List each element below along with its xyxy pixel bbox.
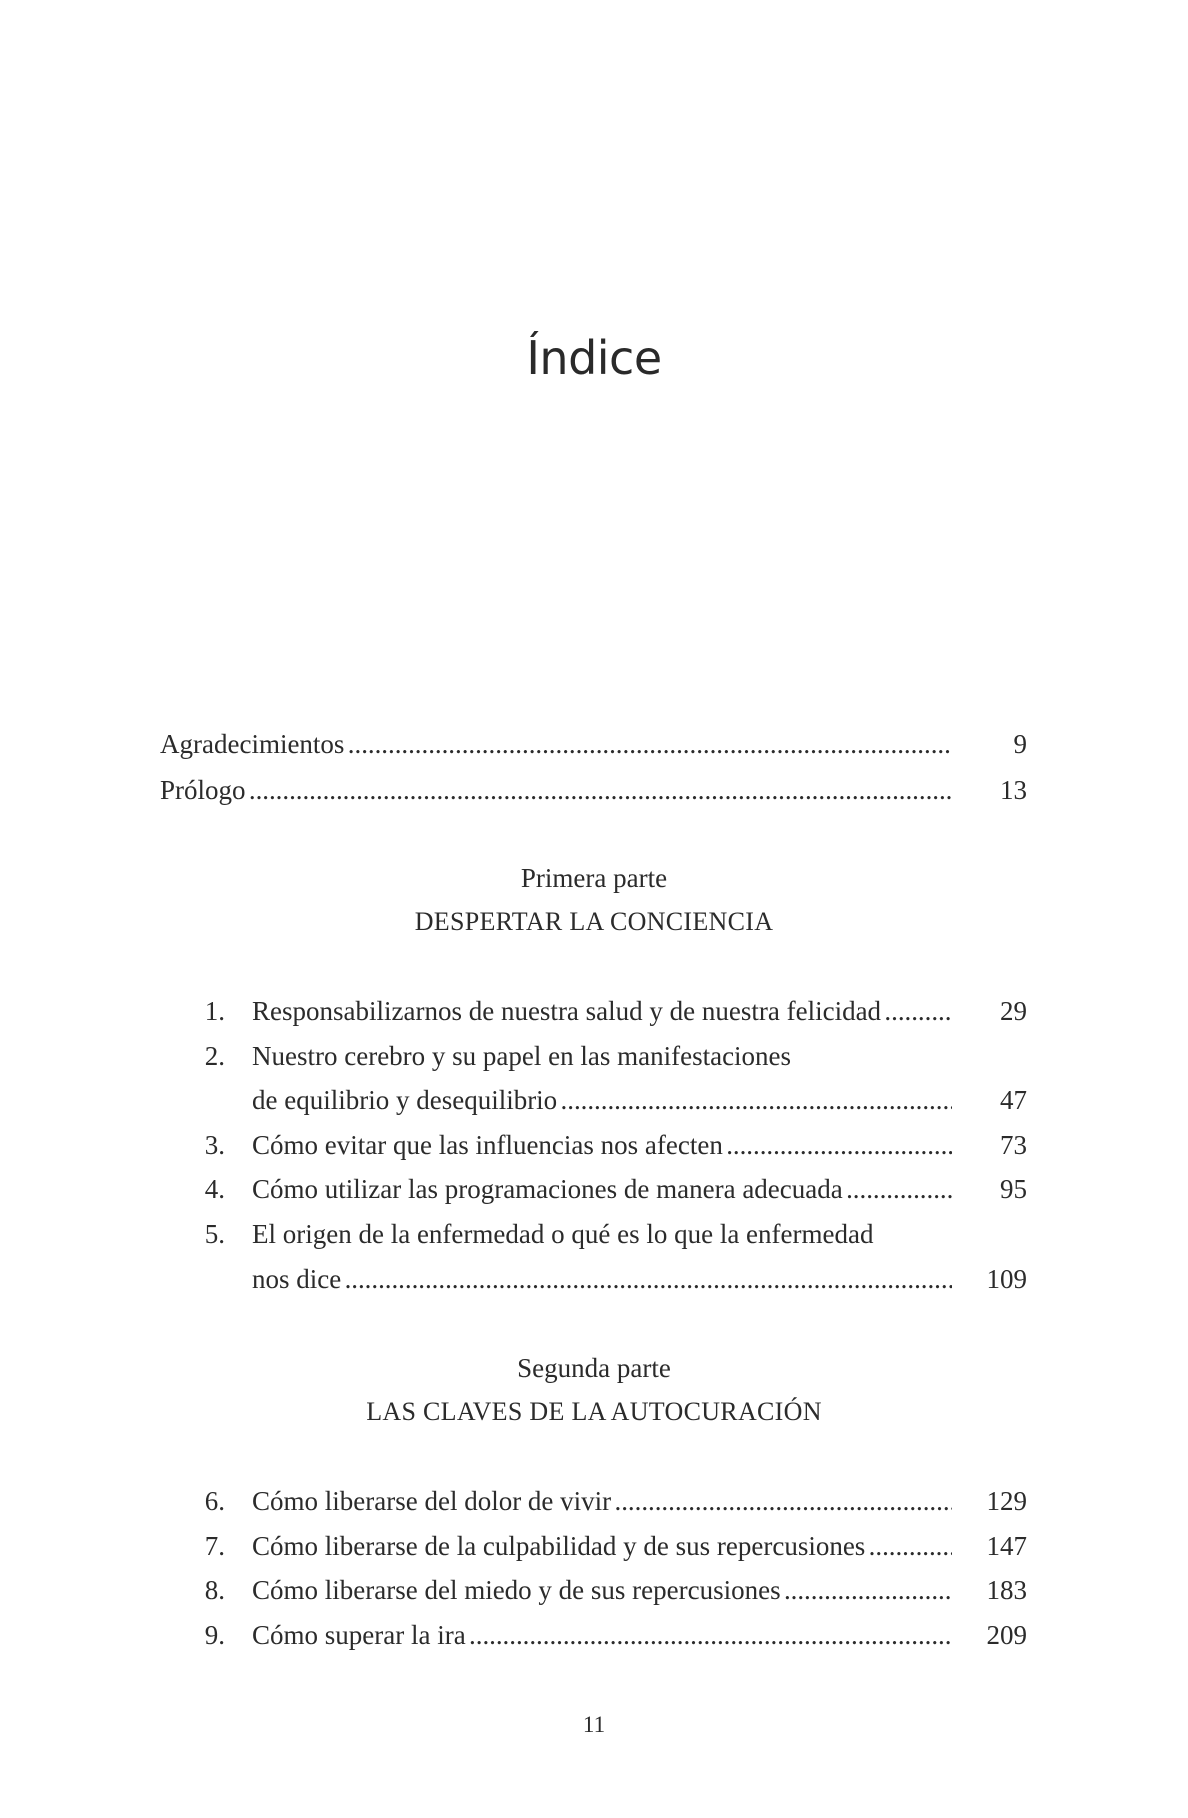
part-title: LAS CLAVES DE LA AUTOCURACIÓN: [366, 1397, 822, 1426]
toc-entry-prologo[interactable]: [160, 770, 1027, 810]
chapter-number: 3.: [204, 1130, 225, 1160]
chapter-title-continued: nos dice . . .: [252, 1259, 952, 1299]
chapter-number: 7.: [204, 1531, 225, 1561]
toc-chapter-3[interactable]: [160, 1125, 1027, 1165]
chapter-page: 147: [986, 1531, 1027, 1561]
toc-chapter-2-continued[interactable]: [160, 1080, 1027, 1120]
toc-chapter-5[interactable]: [160, 1214, 1027, 1254]
chapter-title: Cómo utilizar las programaciones de manera adecuada . . .: [252, 1169, 952, 1209]
toc-chapter-7[interactable]: [160, 1526, 1027, 1566]
chapter-page: 29: [1000, 996, 1027, 1026]
chapter-title: Nuestro cerebro y su papel en las manifestaciones: [252, 1041, 792, 1071]
chapter-number: 1.: [204, 996, 225, 1026]
chapter-page: 47: [1000, 1085, 1027, 1115]
page-number: 11: [582, 1712, 606, 1737]
chapter-title: Cómo liberarse del miedo y de sus repercusiones . . .: [252, 1570, 952, 1610]
chapter-number: 5.: [204, 1219, 225, 1249]
chapter-page: 109: [986, 1264, 1027, 1294]
toc-chapter-2[interactable]: [160, 1036, 1027, 1076]
toc-chapter-1[interactable]: [160, 991, 1027, 1031]
part-label: Segunda parte: [517, 1353, 671, 1383]
toc-chapter-9[interactable]: [160, 1615, 1027, 1655]
chapter-number: 6.: [204, 1486, 225, 1516]
chapter-page: 183: [986, 1575, 1027, 1605]
chapter-number: 4.: [204, 1174, 225, 1204]
chapter-page: 73: [1000, 1130, 1027, 1160]
toc-entry-page: 13: [1000, 775, 1027, 805]
chapter-title: Cómo liberarse del dolor de vivir . . .: [252, 1481, 952, 1521]
toc-chapter-4[interactable]: [160, 1169, 1027, 1209]
page-title: Índice: [526, 331, 662, 385]
chapter-title: Cómo liberarse de la culpabilidad y de sus repercusiones . . .: [252, 1526, 952, 1566]
chapter-number: 8.: [204, 1575, 225, 1605]
chapter-title-continued: de equilibrio y desequilibrio . . .: [252, 1080, 952, 1120]
chapter-number: 9.: [204, 1620, 225, 1650]
part-label: Primera parte: [520, 863, 668, 893]
toc-entry-label: Agradecimientos . . .: [160, 724, 952, 764]
toc-chapter-8[interactable]: [160, 1570, 1027, 1610]
chapter-page: 95: [1000, 1174, 1027, 1204]
chapter-page: 209: [986, 1620, 1027, 1650]
chapter-page: 129: [986, 1486, 1027, 1516]
chapter-title: El origen de la enfermedad o qué es lo que la enfermedad: [252, 1219, 874, 1249]
toc-entry-label: Prólogo . . .: [160, 770, 952, 810]
toc-chapter-6[interactable]: [160, 1481, 1027, 1521]
chapter-title: Cómo evitar que las influencias nos afecten . . .: [252, 1125, 952, 1165]
chapter-number: 2.: [204, 1041, 225, 1071]
chapter-title: Cómo superar la ira . . .: [252, 1615, 952, 1655]
toc-entry-page: 9: [1013, 729, 1027, 759]
toc-chapter-5-continued[interactable]: [160, 1259, 1027, 1299]
toc-entry-agradecimientos[interactable]: [160, 724, 1027, 764]
chapter-title: Responsabilizarnos de nuestra salud y de nuestra felicidad . . .: [252, 991, 952, 1031]
part-title: DESPERTAR LA CONCIENCIA: [414, 907, 774, 936]
